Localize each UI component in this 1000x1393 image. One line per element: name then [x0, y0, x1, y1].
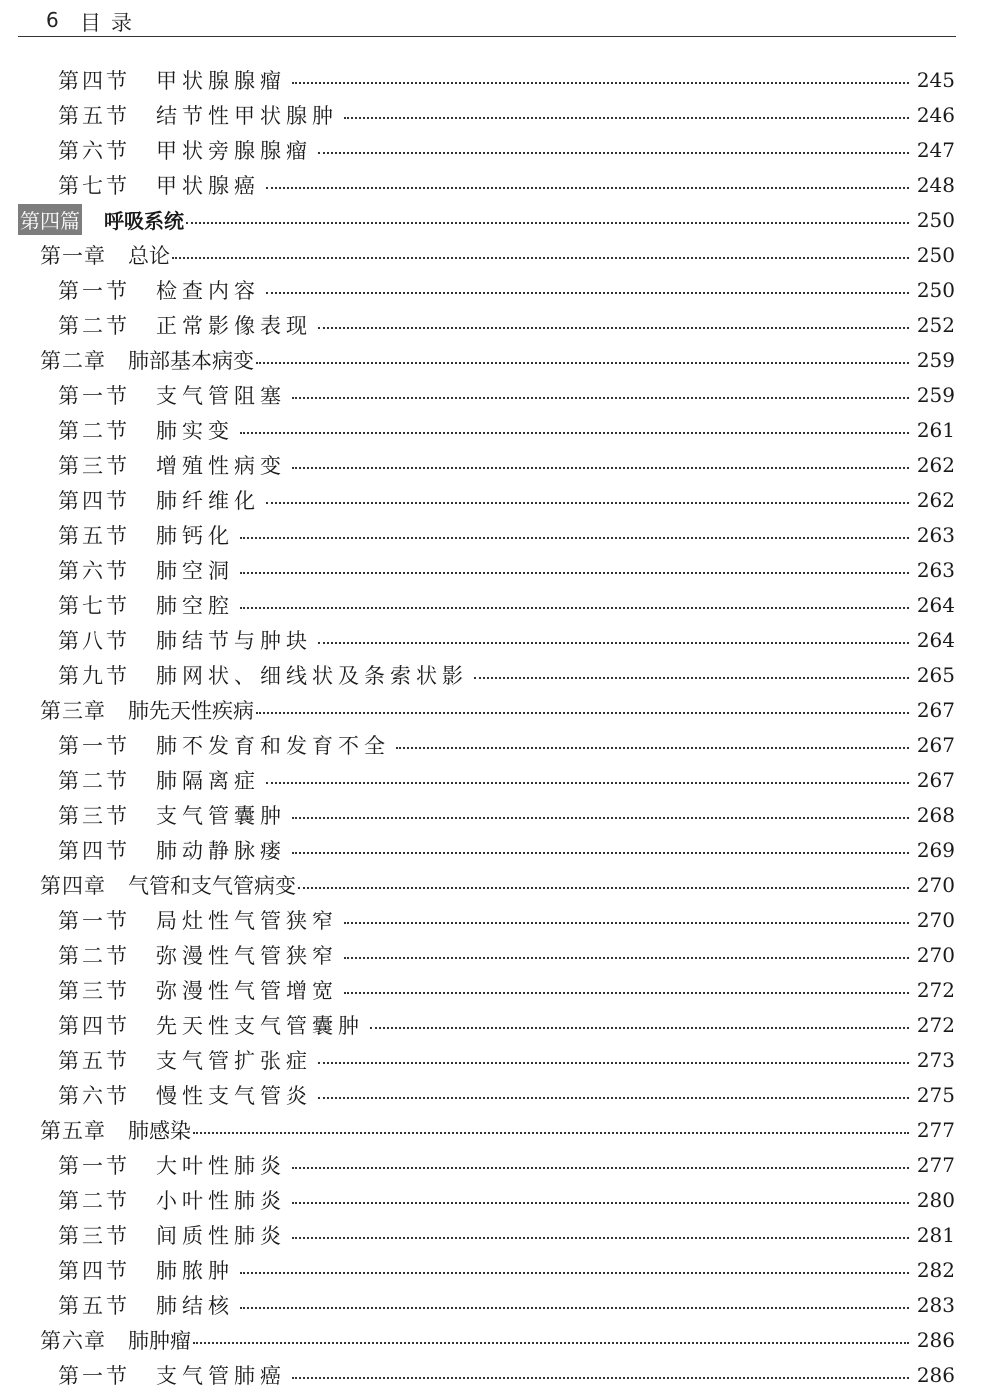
toc-entry-number: 第五节: [58, 1048, 130, 1073]
toc-entry-page-number: 277: [916, 1117, 955, 1142]
toc-section-row[interactable]: [0, 622, 1000, 657]
toc-section-row[interactable]: [0, 587, 1000, 622]
toc-entry-page-number: 277: [916, 1152, 955, 1177]
dot-leader: [292, 1376, 909, 1379]
toc-entry-label: [0, 100, 338, 130]
toc-section-row[interactable]: [0, 832, 1000, 867]
dot-leader: [240, 536, 909, 539]
toc-entry-title: 肺空洞: [156, 558, 234, 583]
toc-entry-label: [0, 730, 390, 760]
toc-entry-label: [0, 415, 234, 445]
dot-leader: [292, 1201, 909, 1204]
toc-entry-title: 甲状旁腺腺瘤: [156, 138, 312, 163]
toc-entry-page-number: 265: [916, 662, 955, 687]
dot-leader: [292, 1166, 909, 1169]
toc-section-row[interactable]: [0, 902, 1000, 937]
toc-entry-label: [0, 905, 338, 935]
toc-entry-page-number: 252: [916, 312, 955, 337]
toc-chapter-row[interactable]: [0, 1112, 1000, 1147]
toc-entry-title: 肺脓肿: [156, 1258, 234, 1283]
page-number: 6: [46, 8, 59, 32]
toc-section-row[interactable]: [0, 1357, 1000, 1392]
dot-leader: [240, 571, 909, 574]
toc-section-row[interactable]: [0, 97, 1000, 132]
toc-entry-number: 第五章: [40, 1118, 106, 1143]
dot-leader: [266, 781, 909, 784]
toc-entry-number: 第四篇: [18, 204, 82, 235]
toc-entry-title: 肺钙化: [156, 523, 234, 548]
toc-entry-title: 正常影像表现: [156, 313, 312, 338]
dot-leader: [266, 186, 909, 189]
toc-entry-label: [0, 1325, 191, 1355]
toc-section-row[interactable]: [0, 762, 1000, 797]
dot-leader: [186, 221, 909, 224]
toc-entry-page-number: 259: [916, 382, 955, 407]
toc-entry-number: 第三章: [40, 698, 106, 723]
toc-entry-page-number: 273: [916, 1047, 955, 1072]
toc-entry-label: [0, 870, 296, 900]
toc-chapter-row[interactable]: [0, 867, 1000, 902]
toc-entry-number: 第四节: [58, 488, 130, 513]
dot-leader: [292, 1236, 909, 1239]
dot-leader: [266, 291, 909, 294]
toc-entry-number: 第五节: [58, 1293, 130, 1318]
toc-section-row[interactable]: [0, 307, 1000, 342]
toc-chapter-row[interactable]: [0, 1322, 1000, 1357]
toc-entry-number: 第八节: [58, 628, 130, 653]
toc-entry-page-number: 269: [916, 837, 955, 862]
toc-section-row[interactable]: [0, 1287, 1000, 1322]
toc-section-row[interactable]: [0, 447, 1000, 482]
toc-entry-number: 第三节: [58, 978, 130, 1003]
toc-entry-label: [0, 520, 234, 550]
toc-entry-title: 肺空腔: [156, 593, 234, 618]
toc-entry-title: 先天性支气管囊肿: [156, 1013, 364, 1038]
toc-entry-title: 肺不发育和发育不全: [156, 733, 390, 758]
toc-entry-page-number: 268: [916, 802, 955, 827]
toc-entry-label: [0, 65, 286, 95]
dot-leader: [172, 256, 909, 259]
dot-leader: [318, 1096, 909, 1099]
toc-entry-page-number: 286: [916, 1327, 955, 1352]
toc-entry-number: 第四章: [40, 873, 106, 898]
header-title: 目录: [80, 11, 142, 35]
toc-entry-label: [0, 1010, 364, 1040]
toc-entry-label: [0, 135, 312, 165]
toc-entry-number: 第六节: [58, 558, 130, 583]
table-of-contents: [0, 62, 1000, 1392]
toc-entry-number: 第一节: [58, 278, 130, 303]
toc-entry-label: [0, 1115, 191, 1145]
toc-entry-page-number: 248: [916, 172, 955, 197]
toc-entry-page-number: 246: [916, 102, 955, 127]
toc-entry-label: [0, 204, 184, 235]
toc-entry-page-number: 280: [916, 1187, 955, 1212]
toc-entry-label: [0, 555, 234, 585]
toc-entry-title: 肺纤维化: [156, 488, 260, 513]
toc-section-row[interactable]: [0, 1252, 1000, 1287]
toc-entry-page-number: 267: [916, 697, 955, 722]
dot-leader: [318, 151, 909, 154]
toc-entry-label: [0, 800, 286, 830]
toc-entry-title: 支气管扩张症: [156, 1048, 312, 1073]
toc-entry-label: [0, 380, 286, 410]
toc-entry-label: [0, 940, 338, 970]
toc-section-row[interactable]: [0, 412, 1000, 447]
toc-entry-number: 第二节: [58, 1188, 130, 1213]
toc-entry-label: [0, 1255, 234, 1285]
toc-entry-title: 气管和支气管病变: [128, 873, 296, 898]
toc-section-row[interactable]: [0, 1042, 1000, 1077]
toc-chapter-row[interactable]: [0, 692, 1000, 727]
dot-leader: [193, 1131, 909, 1134]
toc-entry-label: [0, 1045, 312, 1075]
toc-entry-page-number: 270: [916, 907, 955, 932]
toc-entry-title: 结节性甲状腺肿: [156, 103, 338, 128]
toc-section-row[interactable]: [0, 167, 1000, 202]
toc-section-row[interactable]: [0, 482, 1000, 517]
toc-entry-title: 肺实变: [156, 418, 234, 443]
toc-entry-label: [0, 1080, 312, 1110]
toc-entry-label: [0, 765, 260, 795]
toc-entry-number: 第五节: [58, 103, 130, 128]
toc-entry-title: 间质性肺炎: [156, 1223, 286, 1248]
toc-entry-page-number: 286: [916, 1362, 955, 1387]
toc-entry-title: 肺网状、细线状及条索状影: [156, 663, 468, 688]
toc-section-row[interactable]: [0, 1077, 1000, 1112]
toc-entry-page-number: 259: [916, 347, 955, 372]
toc-entry-number: 第四节: [58, 1258, 130, 1283]
toc-entry-title: 肺肿瘤: [128, 1328, 191, 1353]
toc-entry-label: [0, 625, 312, 655]
toc-entry-page-number: 272: [916, 977, 955, 1002]
toc-section-row[interactable]: [0, 972, 1000, 1007]
toc-entry-label: [0, 1150, 286, 1180]
toc-entry-number: 第七节: [58, 593, 130, 618]
toc-entry-page-number: 250: [916, 242, 955, 267]
toc-entry-number: 第一节: [58, 1153, 130, 1178]
toc-entry-number: 第一节: [58, 1363, 130, 1388]
toc-entry-title: 呼吸系统: [104, 209, 184, 233]
page-header: [18, 0, 956, 37]
dot-leader: [256, 361, 909, 364]
dot-leader: [396, 746, 909, 749]
toc-entry-label: [0, 345, 254, 375]
toc-entry-page-number: 283: [916, 1292, 955, 1317]
toc-section-row[interactable]: [0, 517, 1000, 552]
toc-entry-title: 支气管阻塞: [156, 383, 286, 408]
toc-entry-number: 第七节: [58, 173, 130, 198]
toc-entry-title: 小叶性肺炎: [156, 1188, 286, 1213]
toc-entry-title: 大叶性肺炎: [156, 1153, 286, 1178]
dot-leader: [344, 116, 909, 119]
toc-entry-page-number: 267: [916, 767, 955, 792]
toc-chapter-row[interactable]: [0, 237, 1000, 272]
toc-entry-number: 第五节: [58, 523, 130, 548]
toc-entry-label: [0, 310, 312, 340]
toc-entry-page-number: 272: [916, 1012, 955, 1037]
toc-entry-title: 弥漫性气管狭窄: [156, 943, 338, 968]
toc-entry-title: 肺动静脉瘘: [156, 838, 286, 863]
toc-entry-label: [0, 240, 170, 270]
dot-leader: [344, 991, 909, 994]
toc-entry-label: [0, 590, 234, 620]
dot-leader: [266, 501, 909, 504]
dot-leader: [344, 921, 909, 924]
toc-entry-number: 第四节: [58, 838, 130, 863]
dot-leader: [474, 676, 909, 679]
toc-entry-label: [0, 1360, 286, 1390]
toc-section-row[interactable]: [0, 62, 1000, 97]
toc-entry-page-number: 262: [916, 487, 955, 512]
toc-entry-page-number: 245: [916, 67, 955, 92]
toc-entry-number: 第一节: [58, 733, 130, 758]
toc-section-row[interactable]: [0, 552, 1000, 587]
toc-entry-page-number: 250: [916, 207, 955, 232]
toc-entry-title: 甲状腺癌: [156, 173, 260, 198]
toc-entry-number: 第一章: [40, 243, 106, 268]
toc-entry-page-number: 250: [916, 277, 955, 302]
toc-section-row[interactable]: [0, 1217, 1000, 1252]
toc-entry-label: [0, 275, 260, 305]
toc-entry-title: 甲状腺腺瘤: [156, 68, 286, 93]
toc-entry-number: 第二节: [58, 313, 130, 338]
toc-entry-number: 第六节: [58, 1083, 130, 1108]
toc-entry-number: 第九节: [58, 663, 130, 688]
dot-leader: [240, 606, 909, 609]
dot-leader: [292, 396, 909, 399]
toc-entry-title: 肺先天性疾病: [128, 698, 254, 723]
dot-leader: [292, 466, 909, 469]
toc-entry-page-number: 264: [916, 592, 955, 617]
toc-entry-label: [0, 170, 260, 200]
toc-entry-number: 第四节: [58, 1013, 130, 1038]
toc-entry-number: 第四节: [58, 68, 130, 93]
toc-section-row[interactable]: [0, 1182, 1000, 1217]
dot-leader: [240, 431, 909, 434]
dot-leader: [370, 1026, 909, 1029]
toc-entry-number: 第三节: [58, 1223, 130, 1248]
toc-entry-title: 增殖性病变: [156, 453, 286, 478]
toc-section-row[interactable]: [0, 727, 1000, 762]
dot-leader: [318, 326, 909, 329]
toc-section-row[interactable]: [0, 797, 1000, 832]
toc-entry-page-number: 275: [916, 1082, 955, 1107]
toc-entry-page-number: 264: [916, 627, 955, 652]
toc-section-row[interactable]: [0, 272, 1000, 307]
toc-entry-number: 第一节: [58, 383, 130, 408]
toc-section-row[interactable]: [0, 1147, 1000, 1182]
toc-entry-page-number: 247: [916, 137, 955, 162]
toc-entry-number: 第三节: [58, 453, 130, 478]
toc-entry-number: 第六章: [40, 1328, 106, 1353]
toc-entry-number: 第一节: [58, 908, 130, 933]
toc-section-row[interactable]: [0, 377, 1000, 412]
dot-leader: [344, 956, 909, 959]
toc-entry-title: 检查内容: [156, 278, 260, 303]
dot-leader: [292, 851, 909, 854]
toc-entry-label: [0, 660, 468, 690]
toc-entry-number: 第六节: [58, 138, 130, 163]
toc-entry-page-number: 262: [916, 452, 955, 477]
toc-entry-label: [0, 1185, 286, 1215]
toc-entry-title: 肺结节与肿块: [156, 628, 312, 653]
toc-entry-page-number: 282: [916, 1257, 955, 1282]
toc-entry-label: [0, 835, 286, 865]
toc-entry-title: 肺隔离症: [156, 768, 260, 793]
dot-leader: [240, 1271, 909, 1274]
toc-entry-label: [0, 975, 338, 1005]
toc-chapter-row[interactable]: [0, 342, 1000, 377]
dot-leader: [318, 1061, 909, 1064]
toc-entry-page-number: 263: [916, 522, 955, 547]
toc-entry-number: 第二节: [58, 768, 130, 793]
dot-leader: [298, 886, 909, 889]
toc-entry-title: 肺感染: [128, 1118, 191, 1143]
toc-entry-title: 支气管囊肿: [156, 803, 286, 828]
toc-entry-page-number: 267: [916, 732, 955, 757]
dot-leader: [292, 81, 909, 84]
toc-entry-page-number: 270: [916, 872, 955, 897]
toc-section-row[interactable]: [0, 1007, 1000, 1042]
toc-entry-label: [0, 450, 286, 480]
toc-entry-number: 第二章: [40, 348, 106, 373]
toc-entry-title: 弥漫性气管增宽: [156, 978, 338, 1003]
dot-leader: [240, 1306, 909, 1309]
toc-entry-page-number: 261: [916, 417, 955, 442]
toc-entry-title: 慢性支气管炎: [156, 1083, 312, 1108]
toc-entry-number: 第二节: [58, 418, 130, 443]
toc-entry-number: 第三节: [58, 803, 130, 828]
toc-entry-label: [0, 1220, 286, 1250]
toc-entry-title: 支气管肺癌: [156, 1363, 286, 1388]
dot-leader: [292, 816, 909, 819]
toc-entry-number: 第二节: [58, 943, 130, 968]
toc-section-row[interactable]: [0, 657, 1000, 692]
toc-entry-title: 总论: [128, 243, 170, 268]
toc-entry-label: [0, 695, 254, 725]
toc-section-row[interactable]: [0, 132, 1000, 167]
toc-part-row[interactable]: [0, 202, 1000, 237]
toc-entry-label: [0, 1290, 234, 1320]
dot-leader: [318, 641, 909, 644]
toc-entry-title: 肺结核: [156, 1293, 234, 1318]
dot-leader: [256, 711, 909, 714]
toc-entry-label: [0, 485, 260, 515]
dot-leader: [193, 1341, 909, 1344]
toc-entry-title: 肺部基本病变: [128, 348, 254, 373]
toc-entry-page-number: 281: [916, 1222, 955, 1247]
toc-entry-page-number: 270: [916, 942, 955, 967]
toc-entry-page-number: 263: [916, 557, 955, 582]
toc-entry-title: 局灶性气管狭窄: [156, 908, 338, 933]
toc-section-row[interactable]: [0, 937, 1000, 972]
